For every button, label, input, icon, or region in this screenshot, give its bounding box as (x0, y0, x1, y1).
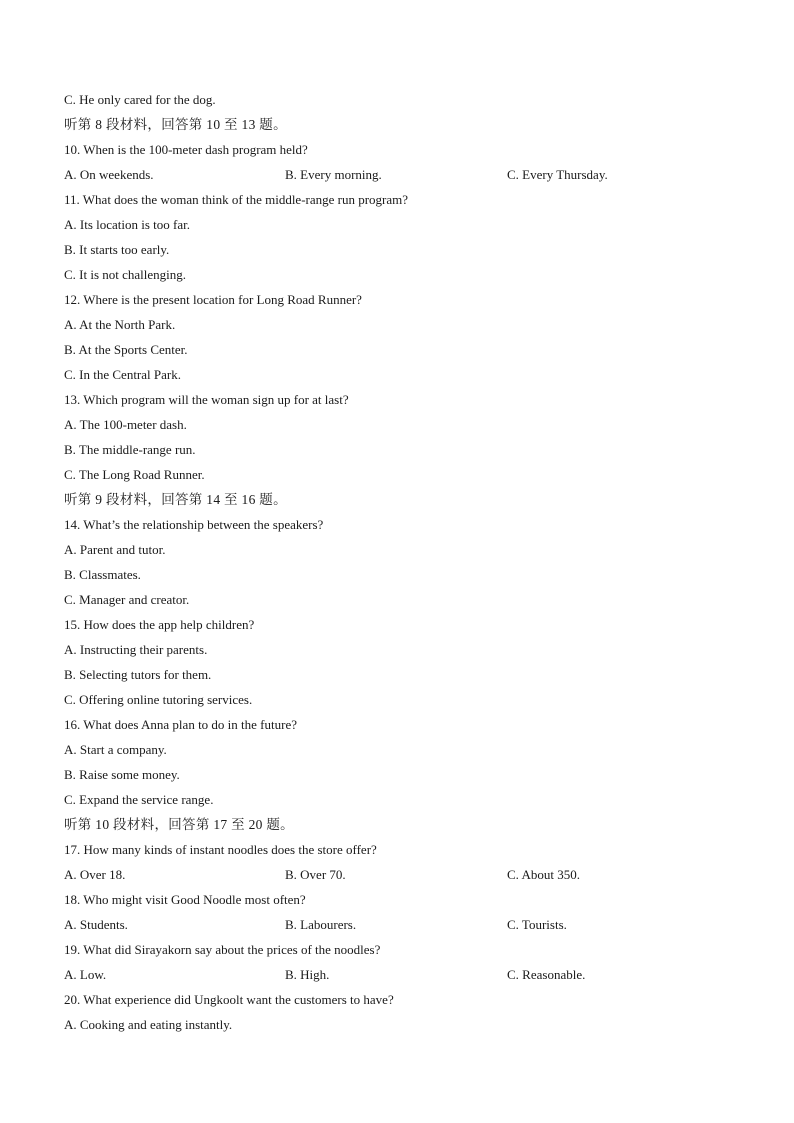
question-text: 15. How does the app help children? (64, 617, 255, 632)
answer-option: B. Over 70. (285, 867, 346, 882)
answer-option: A. Low. (64, 967, 107, 982)
question-text: 11. What does the woman think of the middle-range run program? (64, 192, 409, 207)
answer-options-row (64, 162, 744, 187)
answer-option: C. Expand the service range. (64, 792, 214, 807)
answer-option: C. Offering online tutoring services. (64, 692, 253, 707)
answer-option: A. Its location is too far. (64, 217, 191, 232)
question-text: 10. When is the 100-meter dash program held? (64, 142, 308, 157)
answer-option: B. Every morning. (285, 167, 382, 182)
answer-option: C. About 350. (507, 867, 580, 882)
answer-option: C. Every Thursday. (507, 167, 608, 182)
section-instruction: 听第 10 段材料，回答第 17 至 20 题。 (64, 817, 294, 832)
answer-option: A. Over 18. (64, 867, 126, 882)
answer-option: C. The Long Road Runner. (64, 467, 205, 482)
question-text: 19. What did Sirayakorn say about the prices of the noodles? (64, 942, 381, 957)
answer-option: A. Start a company. (64, 742, 167, 757)
answer-option: B. At the Sports Center. (64, 342, 188, 357)
answer-option: C. Manager and creator. (64, 592, 190, 607)
question-text: 12. Where is the present location for Long Road Runner? (64, 292, 362, 307)
question-text: 14. What’s the relationship between the speakers? (64, 517, 324, 532)
question-text: 17. How many kinds of instant noodles does the store offer? (64, 842, 377, 857)
answer-option: A. Instructing their parents. (64, 642, 208, 657)
answer-option: B. The middle-range run. (64, 442, 196, 457)
answer-option: B. Classmates. (64, 567, 141, 582)
answer-option: A. Parent and tutor. (64, 542, 166, 557)
question-text: 20. What experience did Ungkoolt want the customers to have? (64, 992, 394, 1007)
answer-option: B. Raise some money. (64, 767, 180, 782)
answer-option: A. Cooking and eating instantly. (64, 1017, 233, 1032)
answer-option: C. Tourists. (507, 917, 567, 932)
answer-option: A. On weekends. (64, 167, 154, 182)
answer-options-row (64, 862, 744, 887)
answer-option: C. It is not challenging. (64, 267, 187, 282)
answer-option: B. Selecting tutors for them. (64, 667, 212, 682)
question-text: 16. What does Anna plan to do in the future? (64, 717, 297, 732)
answer-option: A. The 100-meter dash. (64, 417, 187, 432)
answer-options-row (64, 962, 744, 987)
section-instruction: 听第 9 段材料，回答第 14 至 16 题。 (64, 492, 287, 507)
answer-option: A. At the North Park. (64, 317, 176, 332)
answer-option: C. In the Central Park. (64, 367, 181, 382)
answer-options-row (64, 912, 744, 937)
answer-option: B. Labourers. (285, 917, 357, 932)
answer-option: A. Students. (64, 917, 128, 932)
question-text: 18. Who might visit Good Noodle most often? (64, 892, 306, 907)
answer-option: C. He only cared for the dog. (64, 92, 216, 107)
question-text: 13. Which program will the woman sign up for at last? (64, 392, 349, 407)
section-instruction: 听第 8 段材料，回答第 10 至 13 题。 (64, 117, 287, 132)
answer-option: B. It starts too early. (64, 242, 170, 257)
exam-page (64, 87, 744, 1037)
answer-option: B. High. (285, 967, 330, 982)
answer-option: C. Reasonable. (507, 967, 586, 982)
